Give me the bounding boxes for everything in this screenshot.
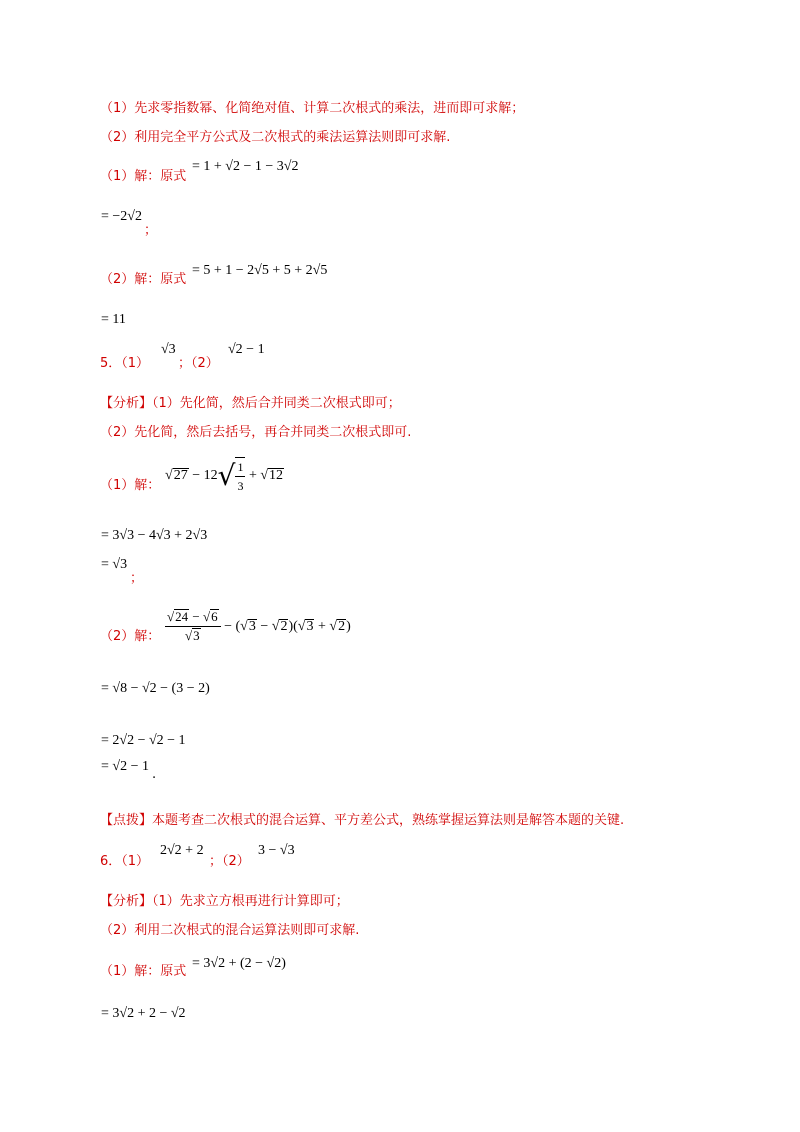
analysis-line-2: （2）利用完全平方公式及二次根式的乘法运算法则即可求解. — [100, 130, 451, 145]
problem-5-solution-2-step1: = √8 − √2 − (3 − 2) — [101, 681, 210, 696]
analysis-label: 【分析】 — [100, 894, 153, 909]
problem-6-number — [100, 853, 149, 871]
problem-6-solution-1-step1: = 3√2 + 2 − √2 — [101, 1006, 186, 1021]
semicolon: ； — [144, 223, 158, 238]
problem-5-solution-2-step2: = 2√2 − √2 − 1 — [101, 733, 186, 748]
problem-6-answer-2: 3 − √3 — [258, 843, 295, 858]
problem-5-solution-1-step1: = 3√3 − 4√3 + 2√3 — [101, 528, 208, 543]
period: . — [152, 767, 157, 782]
problem-6-analysis-1 — [100, 893, 349, 911]
problem-6-analysis-2: （2）利用二次根式的混合运算法则即可求解. — [100, 923, 360, 938]
problem-5-solution-2-label: （2）解： — [100, 629, 161, 644]
problem-number: 6． — [100, 854, 122, 869]
problem-number: 5． — [100, 356, 122, 371]
answer-result-1: = −2√2 — [101, 209, 142, 224]
problem-5-solution-1-label: （1）解： — [100, 478, 161, 493]
tip-text: 本题考查二次根式的混合运算、平方差公式，熟练掌握运算法则是解答本题的关键. — [152, 813, 625, 828]
tip-label: 【点拨】 — [100, 813, 153, 828]
problem-5-sep — [178, 355, 219, 373]
problem-6-solution-1-label: （1）解：原式 — [100, 964, 187, 979]
part-2-label: （2） — [222, 854, 250, 869]
problem-5-tip — [100, 812, 624, 830]
answer-label-2: （2）解：原式 — [100, 272, 187, 287]
part-1-label: （1） — [121, 356, 150, 371]
analysis-line-1: （1）先求零指数幂、化简绝对值、计算二次根式的乘法，进而即可求解； — [100, 101, 525, 116]
answer-label-1: （1）解：原式 — [100, 169, 187, 184]
answer-expr-1: = 1 + √2 − 1 − 3√2 — [192, 159, 299, 174]
semicolon: ； — [209, 854, 223, 869]
analysis-text: （1）先求立方根再进行计算即可； — [152, 894, 349, 909]
part-1-label: （1） — [121, 854, 150, 869]
problem-6-solution-1-expr: = 3√2 + (2 − √2) — [192, 956, 286, 971]
problem-6-sep — [209, 853, 250, 871]
problem-5-solution-2-expr: $\frac{√24 - √6}{√3}$ − (√3 − √2)(√3 + √2) — [167, 609, 351, 643]
semicolon: ； — [130, 571, 144, 586]
problem-5-answer-1: √3 — [161, 342, 176, 357]
problem-5-solution-2-step3: = √2 − 1 — [101, 759, 149, 774]
problem-5-number — [100, 355, 149, 373]
answer-expr-2: = 5 + 1 − 2√5 + 5 + 2√5 — [192, 263, 328, 278]
problem-5-analysis-1 — [100, 395, 401, 413]
problem-5-analysis-2: （2）先化简，然后去括号，再合并同类二次根式即可. — [100, 425, 412, 440]
problem-5-solution-1-expr: √27 − 12 √ $\frac{1}{3}$ + √12 — [165, 459, 284, 493]
semicolon: ； — [178, 356, 192, 371]
problem-5-solution-1-step2: = √3 — [101, 557, 128, 572]
answer-result-2: = 11 — [101, 312, 126, 327]
problem-6-answer-1: 2√2 + 2 — [160, 843, 204, 858]
analysis-label: 【分析】 — [100, 396, 153, 411]
part-2-label: （2） — [191, 356, 219, 371]
problem-5-answer-2: √2 − 1 — [228, 342, 265, 357]
analysis-text: （1）先化简，然后合并同类二次根式即可； — [152, 396, 401, 411]
